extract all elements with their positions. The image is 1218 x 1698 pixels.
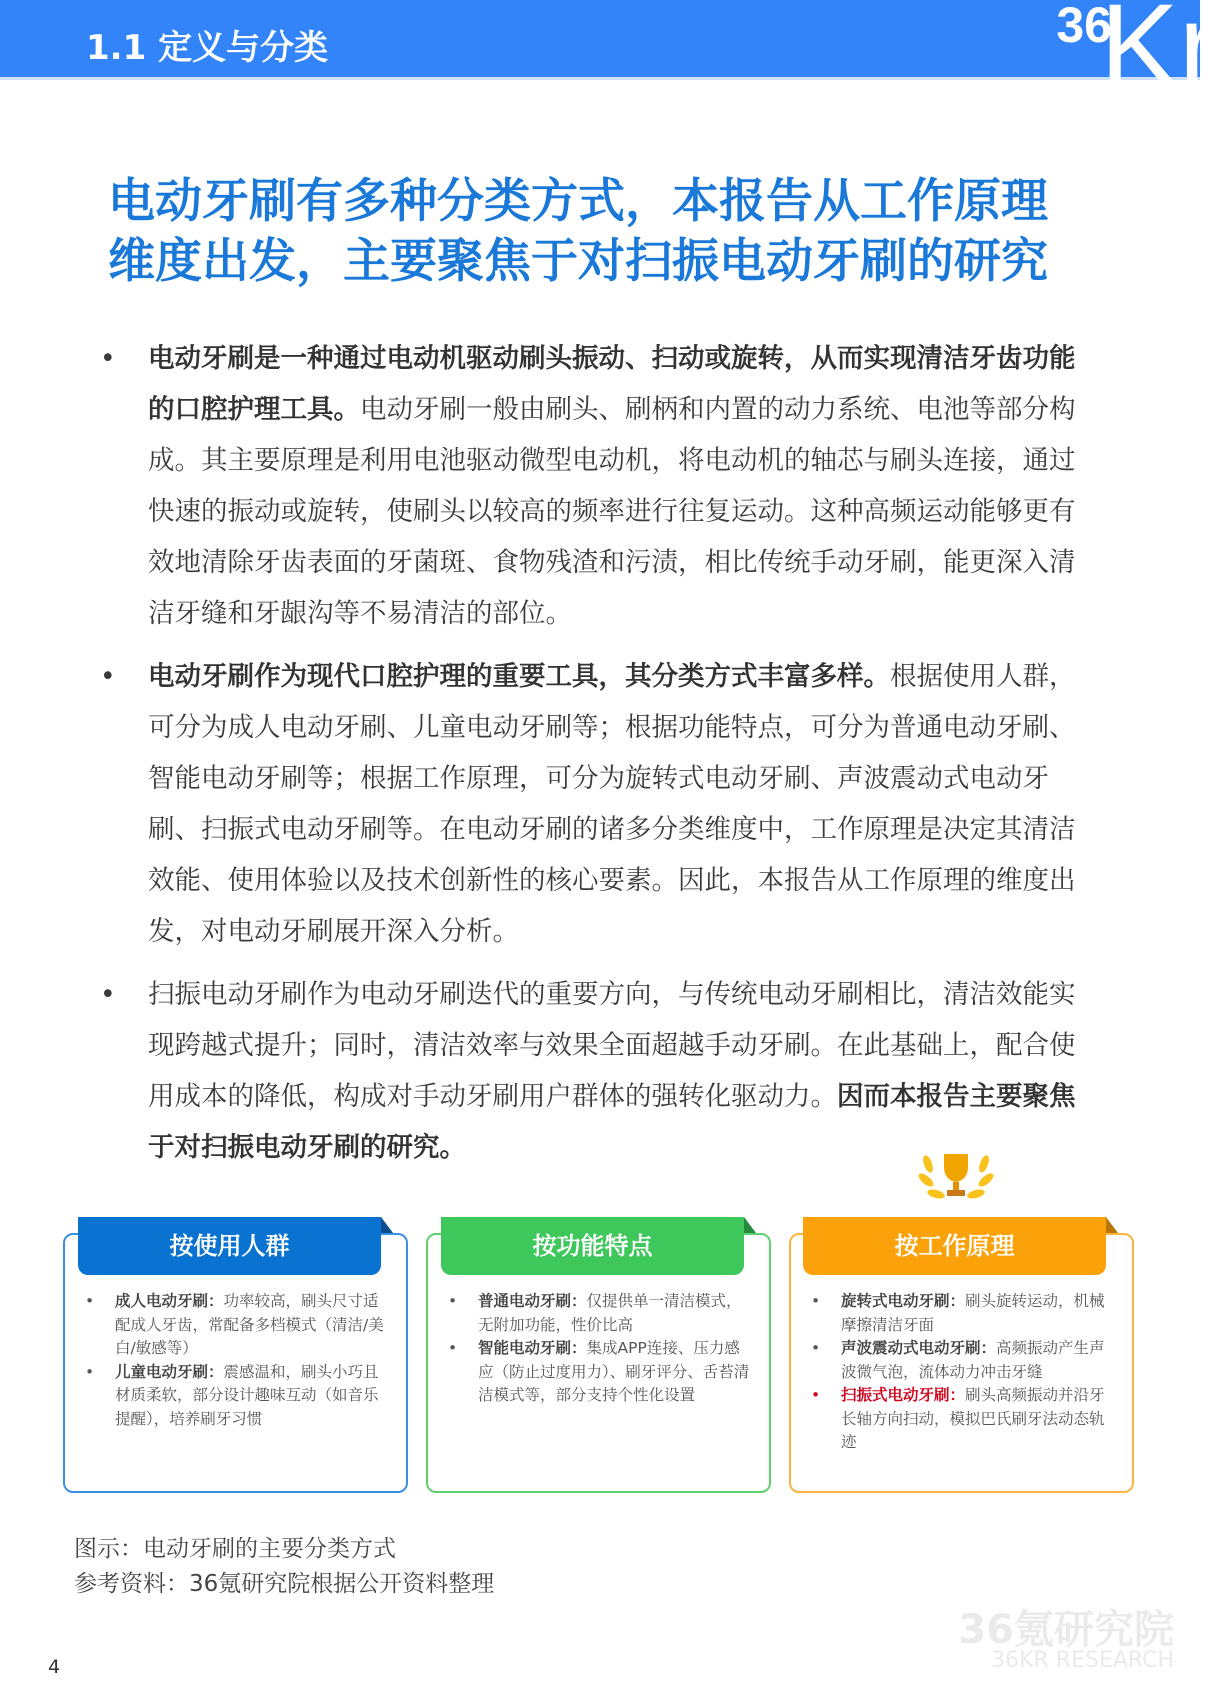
card-tab-title: 按使用人群 <box>78 1217 381 1275</box>
item-term: 扫振式电动牙刷： <box>841 1386 966 1404</box>
item-desc: 震感温和，刷头小巧且材质柔软，部分设计趣味互动（如音乐提醒），培养刷牙习惯 <box>115 1362 379 1428</box>
item-term: 普通电动牙刷： <box>478 1292 587 1310</box>
bullet-paragraph: • 扫振电动牙刷作为电动牙刷迭代的重要方向，与传统电动牙刷相比，清洁效能实现跨越式提升；同时，清洁效率与效果全面超越手动牙刷。在此基础上，配合使用成本的降低，构成对手动牙刷用户群体的强转化驱动力。因而本报告主要聚焦于对扫振电动牙刷的研究。 <box>100 979 1076 1163</box>
item-desc: 仅提供单一清洁模式，无附加功能，性价比高 <box>478 1292 742 1334</box>
source-note: 参考资料：36氪研究院根据公开资料整理 <box>74 1571 495 1597</box>
page-headline <box>108 172 1108 292</box>
item-desc: 高频振动产生声波微气泡，流体动力冲击牙缝 <box>841 1339 1105 1381</box>
section-title: 1.1 定义与分类 <box>86 28 329 68</box>
bullet-list <box>100 333 1100 1185</box>
bullet-paragraph: • 电动牙刷是一种通过电动机驱动刷头振动、扫动或旋转，从而实现清洁牙齿功能的口腔护理工具。电动牙刷一般由刷头、刷柄和内置的动力系统、电池等部分构成。其主要原理是利用电池驱动微型电动机，将电动机的轴芯与刷头连接，通过快速的振动或旋转，使刷头以较高的频率进行往复运动。这种高频运动能够更有效地清除牙齿表面的牙菌斑、食物残渣和污渍，相比传统手动牙刷，能更深入清洁牙缝和牙龈沟等不易清洁的部位。 <box>100 343 1076 629</box>
card-tab-title: 按功能特点 <box>441 1217 744 1275</box>
card-item: • 智能电动牙刷：集成APP连接、压力感应（防止过度用力）、刷牙评分、舌苔清洁模式等，部分支持个性化设置 <box>448 1339 750 1404</box>
page-number: 4 <box>48 1656 61 1678</box>
item-term: 旋转式电动牙刷： <box>841 1292 966 1310</box>
body-text: 电动牙刷一般由刷头、刷柄和内置的动力系统、电池等部分构成。其主要原理是利用电池驱动微型电动机，将电动机的轴芯与刷头连接，通过快速的振动或旋转，使刷头以较高的频率进行往复运动。这种高频运动能够更有效地清除牙齿表面的牙菌斑、食物残渣和污渍，相比传统手动牙刷，能更深入清洁牙缝和牙龈沟等不易清洁的部位。 <box>148 394 1076 629</box>
item-desc: 刷头高频振动并沿牙长轴方向扫动，模拟巴氏刷牙法动态轨迹 <box>841 1386 1105 1451</box>
item-term: 儿童电动牙刷： <box>115 1362 224 1381</box>
section-header <box>0 0 1200 80</box>
card-item: • 声波震动式电动牙刷：高频振动产生声波微气泡，流体动力冲击牙缝 <box>811 1339 1105 1381</box>
body-text: 根据使用人群，可分为成人电动牙刷、儿童电动牙刷等；根据功能特点，可分为普通电动牙刷、智能电动牙刷等；根据工作原理，可分为旋转式电动牙刷、声波震动式电动牙刷、扫振式电动牙刷等。在电动牙刷的诸多分类维度中，工作原理是决定其清洁效能、使用体验以及技术创新性的核心要素。因此，本报告从工作原理的维度出发，对电动牙刷展开深入分析。 <box>148 661 1076 947</box>
card-item: • 成人电动牙刷：功率较高，刷头尺寸适配成人牙齿，常配备多档模式（清洁/美白/敏感等） <box>85 1292 384 1357</box>
body-text: 扫振电动牙刷作为电动牙刷迭代的重要方向，与传统电动牙刷相比，清洁效能实现跨越式提升；同时，清洁效率与效果全面超越手动牙刷。在此基础上，配合使用成本的降低，构成对手动牙刷用户群体的强转化驱动力。 <box>148 979 1076 1112</box>
item-desc: 功率较高，刷头尺寸适配成人牙齿，常配备多档模式（清洁/美白/敏感等） <box>115 1292 384 1357</box>
watermark-cn: 36氪研究院 <box>958 1607 1174 1653</box>
card-item: • 旋转式电动牙刷：刷头旋转运动，机械摩擦清洁牙面 <box>811 1292 1105 1334</box>
bullet-paragraph: • 电动牙刷作为现代口腔护理的重要工具，其分类方式丰富多样。根据使用人群，可分为成人电动牙刷、儿童电动牙刷等；根据功能特点，可分为普通电动牙刷、智能电动牙刷等；根据工作原理，可分为旋转式电动牙刷、声波震动式电动牙刷、扫振式电动牙刷等。在电动牙刷的诸多分类维度中，工作原理是决定其清洁效能、使用体验以及技术创新性的核心要素。因此，本报告从工作原理的维度出发，对电动牙刷展开深入分析。 <box>100 661 1076 947</box>
watermark-en: 36KR RESEARCH <box>991 1648 1174 1673</box>
card-tab-title: 按工作原理 <box>803 1217 1106 1275</box>
item-term: 智能电动牙刷： <box>478 1339 587 1357</box>
item-desc: 刷头旋转运动，机械摩擦清洁牙面 <box>841 1292 1105 1334</box>
bold-lead: 电动牙刷作为现代口腔护理的重要工具，其分类方式丰富多样。 <box>148 661 890 692</box>
item-desc: 集成APP连接、压力感应（防止过度用力）、刷牙评分、舌苔清洁模式等，部分支持个性化设置 <box>478 1339 750 1404</box>
item-term: 声波震动式电动牙刷： <box>841 1339 997 1357</box>
bold-conclusion: 因而本报告主要聚焦于对扫振电动牙刷的研究。 <box>148 1081 1076 1163</box>
figure-caption: 图示：电动牙刷的主要分类方式 <box>74 1536 396 1562</box>
card-item: • 儿童电动牙刷：震感温和，刷头小巧且材质柔软，部分设计趣味互动（如音乐提醒），培养刷牙习惯 <box>85 1362 379 1428</box>
headline-line: 维度出发，主要聚焦于对扫振电动牙刷的研究 <box>108 234 1048 289</box>
headline-line: 电动牙刷有多种分类方式，本报告从工作原理 <box>108 174 1048 229</box>
item-term: 成人电动牙刷： <box>115 1292 224 1310</box>
bold-lead: 电动牙刷是一种通过电动机驱动刷头振动、扫动或旋转，从而实现清洁牙齿功能的口腔护理工具。 <box>148 343 1076 425</box>
trophy-icon <box>918 1142 994 1208</box>
card-item: • 普通电动牙刷：仅提供单一清洁模式，无附加功能，性价比高 <box>448 1292 742 1334</box>
card-item-highlight: • 扫振式电动牙刷：刷头高频振动并沿牙长轴方向扫动，模拟巴氏刷牙法动态轨迹 <box>811 1386 1105 1451</box>
